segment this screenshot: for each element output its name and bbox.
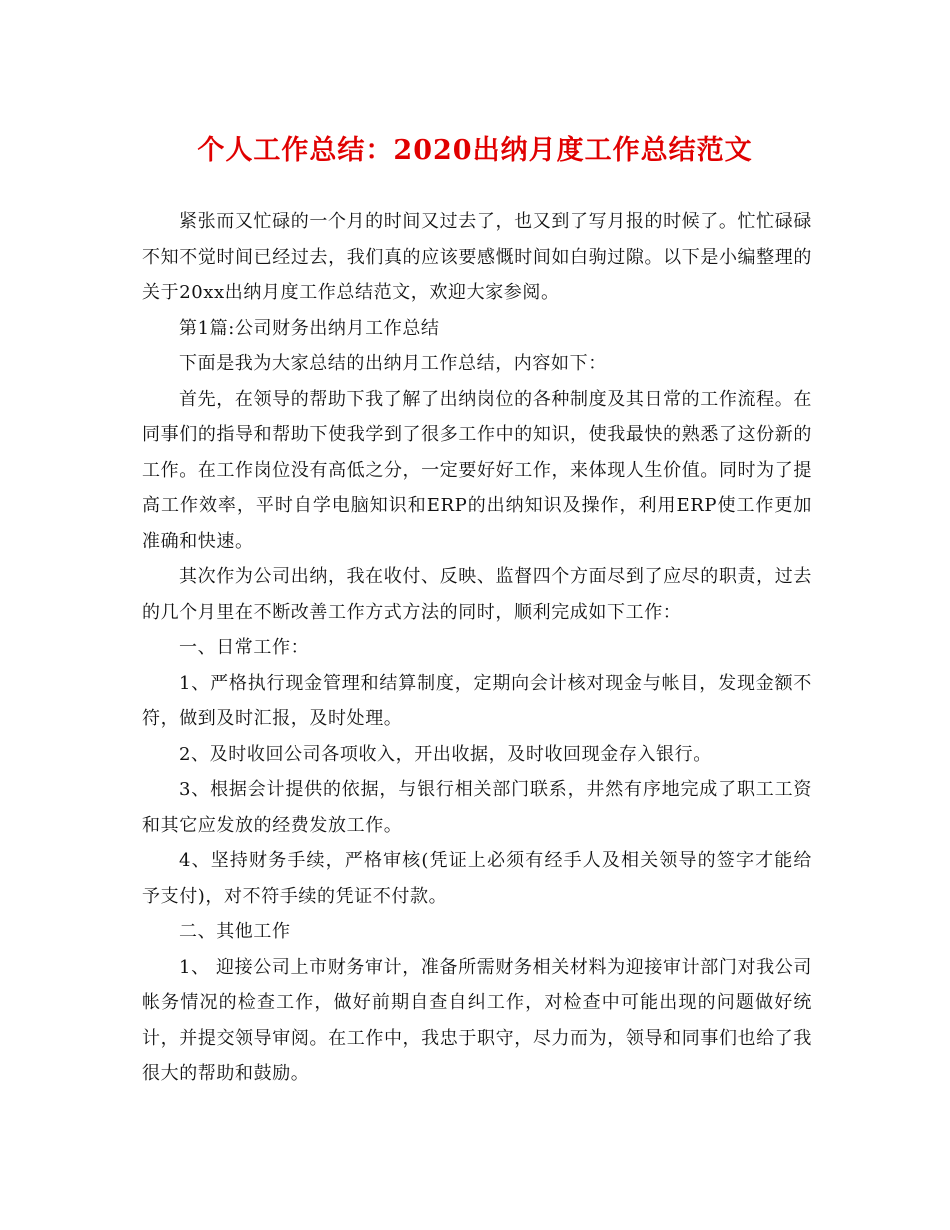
paragraph: 下面是我为大家总结的出纳月工作总结，内容如下： [179, 353, 607, 374]
paragraph: 3、根据会计提供的依据，与银行相关部门联系，井然有序地完成了职工工资和其它应发放的经费发放工作。 [142, 779, 812, 836]
document-body [142, 204, 812, 1092]
paragraph: 二、其他工作 [179, 921, 291, 942]
paragraph: 2、及时收回公司各项收入，开出收据，及时收回现金存入银行。 [179, 743, 712, 765]
paragraph: 1、 迎接公司上市财务审计，准备所需财务相关材料为迎接审计部门对我公司帐务情况的检查工作，做好前期自查自纠工作，对检查中可能出现的问题做好统计，并提交领导审阅。在工作中，我忠于职守，尽力而为，领导和同事们也给了我很大的帮助和鼓励。 [142, 956, 812, 1084]
paragraph: 1、严格执行现金管理和结算制度，定期向会计核对现金与帐目，发现金额不符，做到及时汇报，及时处理。 [142, 672, 812, 729]
paragraph: 一、日常工作： [179, 637, 310, 658]
document-title: 个人工作总结：2020出纳月度工作总结范文 [197, 135, 753, 166]
paragraph: 其次作为公司出纳，我在收付、反映、监督四个方面尽到了应尽的职责，过去的几个月里在不断改善工作方式方法的同时，顺利完成如下工作： [142, 566, 812, 623]
paragraph: 第1篇:公司财务出纳月工作总结 [179, 317, 440, 339]
paragraph: 4、坚持财务手续，严格审核(凭证上必须有经手人及相关领导的签字才能给予支付)，对不符手续的凭证不付款。 [142, 850, 812, 907]
paragraph: 紧张而又忙碌的一个月的时间又过去了，也又到了写月报的时候了。忙忙碌碌不知不觉时间已经过去，我们真的应该要感慨时间如白驹过隙。以下是小编整理的关于20xx出纳月度工作总结范文，欢迎大家参阅。 [142, 211, 812, 303]
paragraph: 首先，在领导的帮助下我了解了出纳岗位的各种制度及其日常的工作流程。在同事们的指导和帮助下使我学到了很多工作中的知识，使我最快的熟悉了这份新的工作。在工作岗位没有高低之分，一定要好好工作，来体现人生价值。同时为了提高工作效率，平时自学电脑知识和ERP的出纳知识及操作，利用ERP使工作更加准确和快速。 [142, 388, 812, 552]
